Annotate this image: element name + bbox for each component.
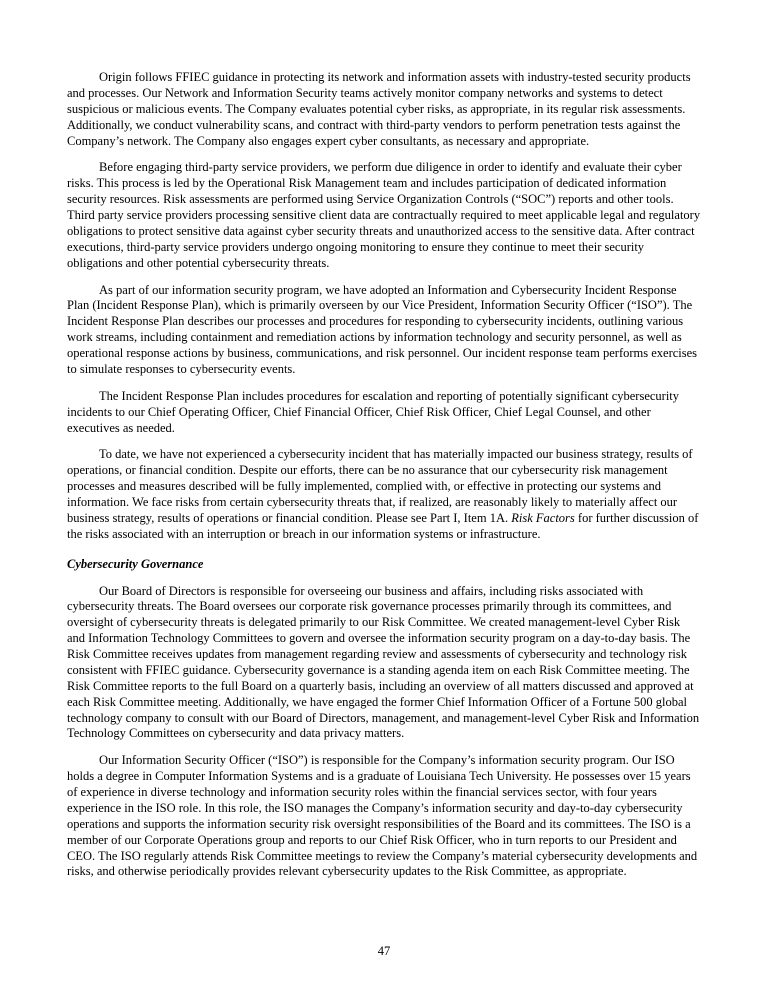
body-paragraph-iso-role: Our Information Security Officer (“ISO”) is responsible for the Company’s information security program. Our ISO holds a degree in Computer Information Systems and is a graduate of Louisiana Tech University. He possesses over 15 years of experience in diverse technology and information security roles within the financial services sector, with four years experience in the ISO role. In this role, the ISO manages the Company’s information security and day-to-day cybersecurity operations and supports the information security risk oversight responsibilities of the Board and its committees. The ISO is a member of our Corporate Operations group and reports to our Chief Risk Officer, who in turn reports to our President and CEO. The ISO regularly attends Risk Committee meetings to review the Company’s material cybersecurity developments and risks, and otherwise periodically provides relevant cybersecurity updates to the Risk Committee, as appropriate. bbox=[67, 753, 698, 879]
body-paragraph-origin-ffiec: Origin follows FFIEC guidance in protecting its network and information assets with industry-tested security products and processes. Our Network and Information Security teams actively monitor company networks and systems to detect suspicious or malicious events. The Company evaluates potential cyber risks, as appropriate, in its regular risk assessments. Additionally, we conduct vulnerability scans, and contract with third-party vendors to perform penetration tests against the Company’s network. The Company also engages expert cyber consultants, as necessary and appropriate. bbox=[67, 70, 691, 148]
body-paragraph-third-party-due-diligence: Before engaging third-party service providers, we perform due diligence in order to identify and evaluate their cyber risks. This process is led by the Operational Risk Management team and includes participation of dedicated information security resources. Risk assessments are performed using Service Organization Controls (“SOC”) reports and other tools. Third party service providers processing sensitive client data are contractually required to meet applicable legal and regulatory obligations to protect sensitive data against cyber security threats and unauthorized access to the sensitive data. After contract executions, third-party service providers undergo ongoing monitoring to ensure they continue to meet their security obligations and other potential cybersecurity threats. bbox=[67, 160, 701, 270]
body-paragraph-no-material-incident bbox=[67, 447, 701, 542]
section-heading-cybersecurity-governance: Cybersecurity Governance bbox=[67, 556, 204, 571]
risk-factors-italic-reference: Risk Factors bbox=[511, 510, 575, 525]
body-paragraph-board-oversight: Our Board of Directors is responsible for overseeing our business and affairs, including risks associated with cybersecurity threats. The Board oversees our corporate risk governance processes primarily through its committees, and oversight of cybersecurity threats is delegated primarily to our Risk Committee. We created management-level Cyber Risk and Information Technology Committees to govern and oversee the information security program on a day-to-day basis. The Risk Committee receives updates from management regarding review and assessments of cybersecurity and technology risk consistent with FFIEC guidance. Cybersecurity governance is a standing agenda item on each Risk Committee meeting. The Risk Committee reports to the full Board on a quarterly basis, including an overview of all matters discussed and approved at each Risk Committee meeting. Additionally, we have engaged the former Chief Information Officer of a Fortune 500 global technology company to consult with our Board of Directors, management, and management-level Cyber Risk and Information Technology Committees on cybersecurity and data privacy matters. bbox=[67, 583, 700, 741]
document-body bbox=[67, 70, 701, 891]
paragraph-text-after-italic: for further discussion of the risks associated with an interruption or breach in our information systems or infrastructure. bbox=[67, 510, 699, 541]
page-number: 47 bbox=[377, 944, 391, 958]
paragraph-text-before-italic: To date, we have not experienced a cybersecurity incident that has materially impacted our business strategy, results of operations, or financial condition. Despite our efforts, there can be no assurance that our cybersecurity risk management processes and measures described will be fully implemented, complied with, or effective in protecting our systems and information. We face risks from certain cybersecurity threats that, if realized, are reasonably likely to materially affect our business strategy, results of operations or financial condition. Please see Part I, Item 1A. bbox=[67, 447, 693, 525]
body-paragraph-incident-response-plan: As part of our information security program, we have adopted an Information and Cybersecurity Incident Response Plan (Incident Response Plan), which is primarily overseen by our Vice President, Information Security Officer (“ISO”). The Incident Response Plan describes our processes and procedures for responding to cybersecurity incidents, outlining various work streams, including containment and remediation actions by information technology and security personnel, as well as operational response actions by business, communications, and risk personnel. Our incident response team performs exercises to simulate responses to cybersecurity events. bbox=[67, 282, 698, 376]
body-paragraph-escalation-reporting: The Incident Response Plan includes procedures for escalation and reporting of potentially significant cybersecurity incidents to our Chief Operating Officer, Chief Financial Officer, Chief Risk Officer, Chief Legal Counsel, and other executives as needed. bbox=[67, 388, 680, 435]
